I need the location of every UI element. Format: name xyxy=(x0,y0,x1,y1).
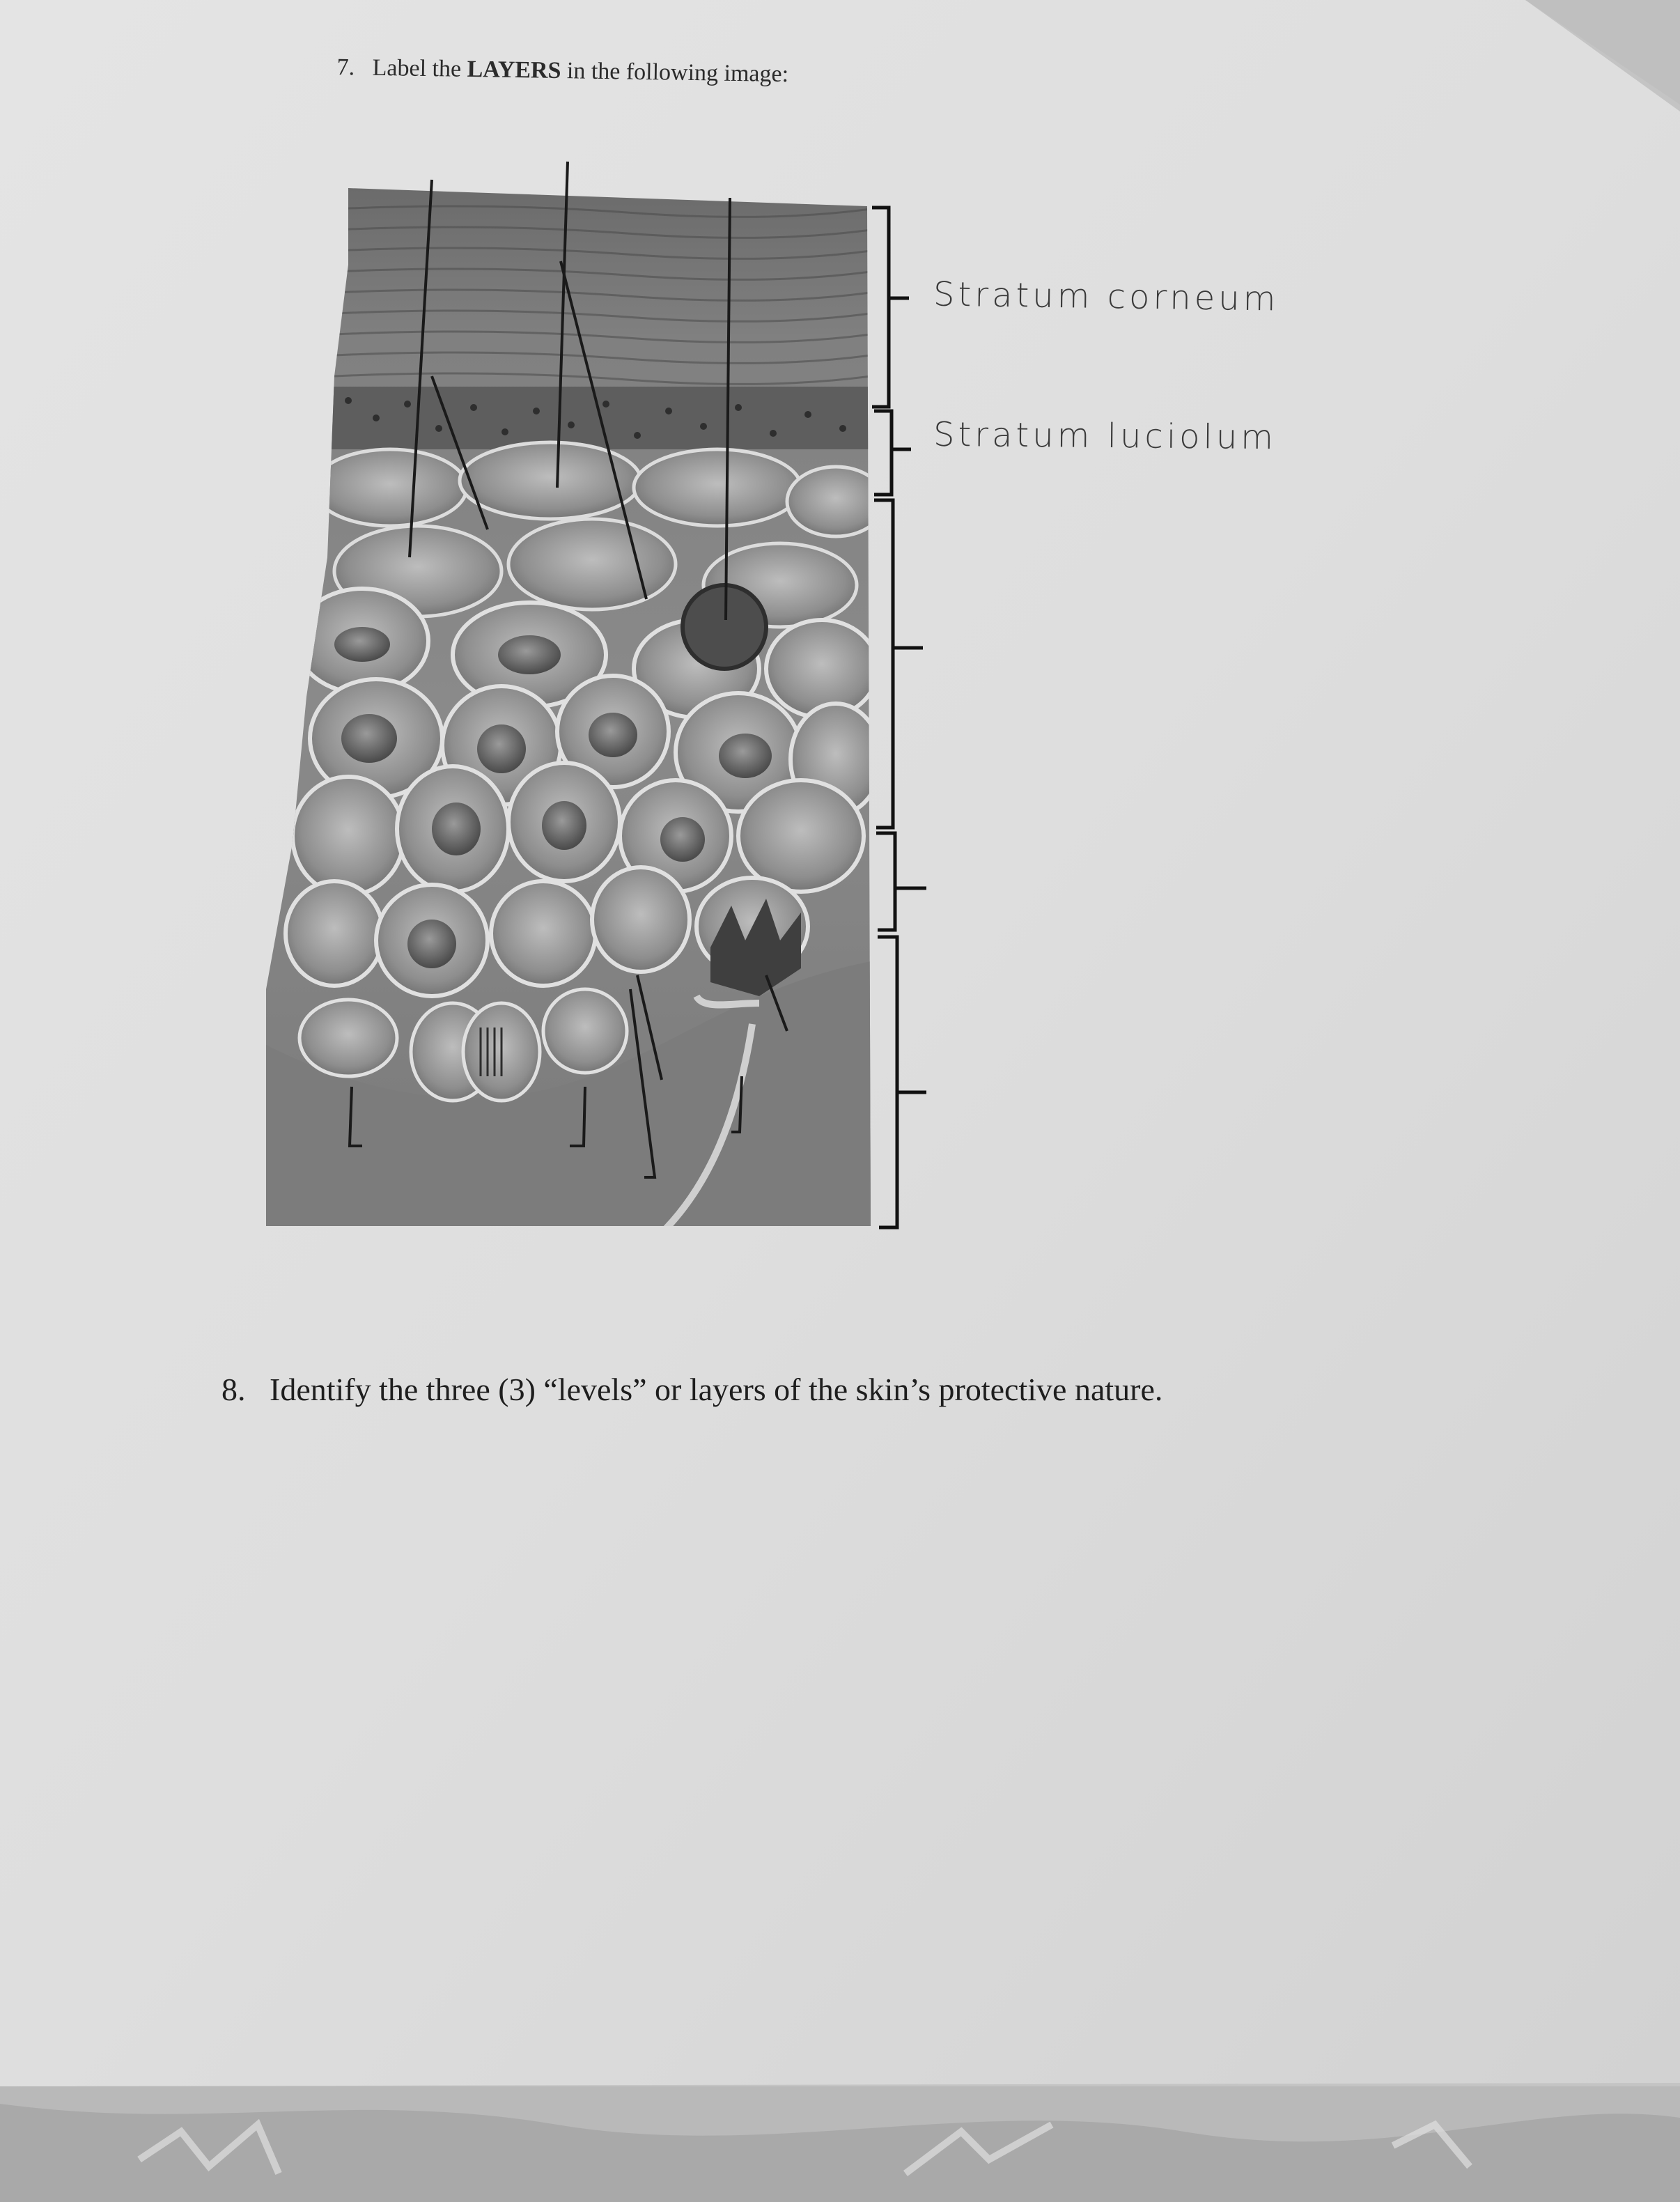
question-7-text-before: Label the xyxy=(372,54,462,82)
handwritten-answer-1: Stratum corneum xyxy=(933,274,1280,319)
question-7-bold-word: LAYERS xyxy=(467,56,561,84)
handwritten-answer-2: Stratum luciolum xyxy=(933,414,1277,458)
dendritic-cell xyxy=(683,585,766,669)
question-8-text: Identify the three (3) “levels” or layers of the skin’s protective nature. xyxy=(270,1372,1163,1407)
skin-layers-diagram xyxy=(258,162,926,1233)
question-8-number: 8. xyxy=(221,1372,246,1407)
question-7-number: 7. xyxy=(336,54,355,81)
question-8 xyxy=(221,1371,1162,1408)
question-7-text-after: in the following image: xyxy=(566,58,789,88)
